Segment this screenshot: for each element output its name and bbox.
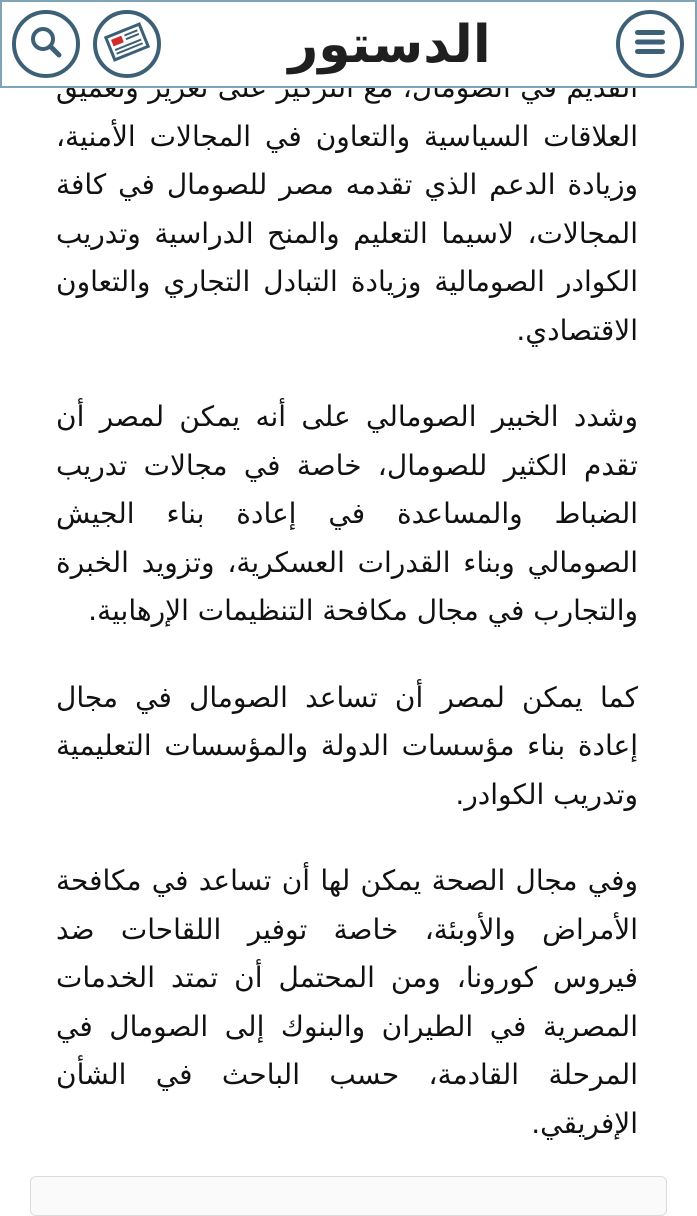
bottom-content-card [30, 1176, 667, 1216]
article-paragraph: العلاقات السياسية والتعاون في المجالات الأمنية، وزيادة الدعم الذي تقدمه مصر للصومال في كافة المجالات، لاسيما التعليم والمنح الدراسية وتدريب الكوادر الصومالية وزيادة التبادل التجاري والتعاون الاقتصادي. [56, 119, 638, 347]
site-logo[interactable] [288, 10, 491, 80]
article-paragraph: كما يمكن لمصر أن تساعد الصومال في مجال إعادة بناء مؤسسات الدولة والمؤسسات التعليمية وتدريب الكوادر. [56, 680, 638, 811]
article-body [56, 64, 638, 1186]
search-icon [29, 25, 63, 63]
newspaper-button[interactable] [93, 10, 161, 78]
newspaper-icon [104, 22, 150, 66]
logo-text: الدستور [288, 15, 491, 75]
hamburger-menu-icon [633, 28, 667, 60]
article-paragraph: وشدد الخبير الصومالي على أنه يمكن لمصر أن تقدم الكثير للصومال، خاصة في مجالات تدريب الضباط والمساعدة في إعادة بناء الجيش الصومالي وبناء القدرات العسكرية، وتزويد الخبرة والتجارب في مجال مكافحة التنظيمات الإرهابية. [56, 400, 638, 627]
article-paragraph: وفي مجال الصحة يمكن لها أن تساعد في مكافحة الأمراض والأوبئة، خاصة توفير اللقاحات ضد فيروس كورونا، ومن المحتمل أن تمتد الخدمات المصرية في الطيران والبنوك إلى الصومال في المرحلة القادمة، حسب الباحث في الشأن الإفريقي. [56, 864, 638, 1140]
menu-button[interactable] [616, 10, 684, 78]
search-button[interactable] [12, 10, 80, 78]
site-header [0, 0, 697, 88]
